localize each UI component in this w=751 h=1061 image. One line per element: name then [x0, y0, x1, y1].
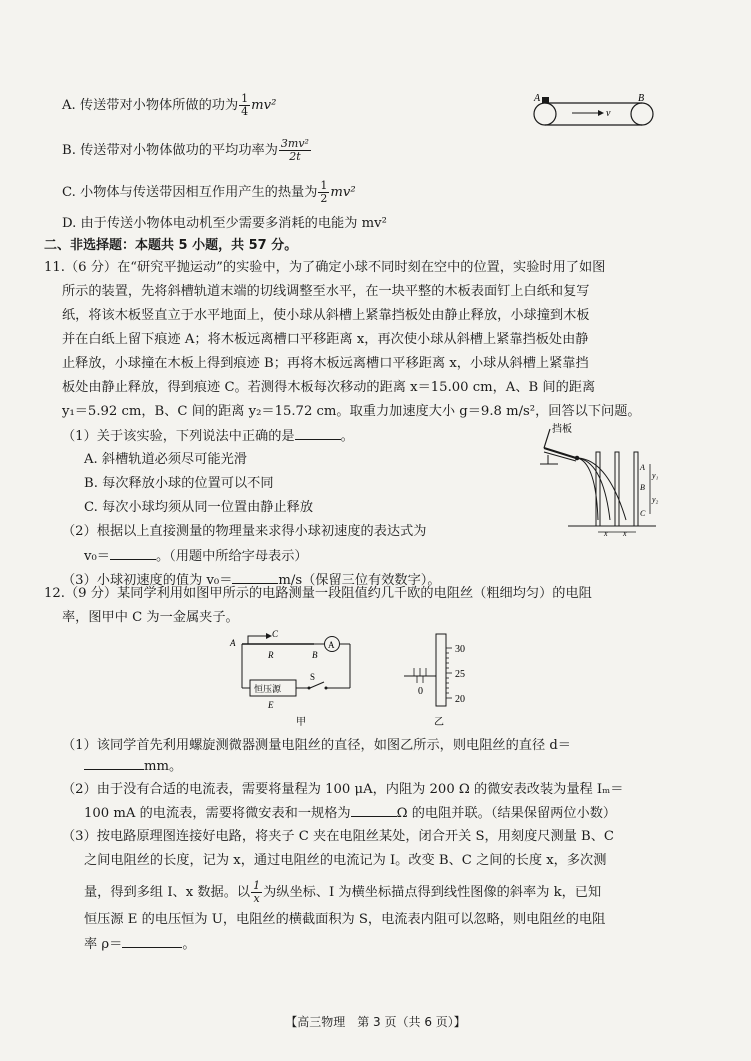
fig-label-a: A — [640, 463, 645, 472]
fig-label-c: C — [640, 509, 646, 518]
q11-line: 11.（6 分）在“研究平抛运动”的实验中，为了确定小球不同时刻在空中的位置，实验时用了如图 — [44, 260, 606, 275]
q11-line: 纸，将该木板竖直立于水平地面上，使小球从斜槽上紧靠挡板处由静止释放，小球撞到木板 — [62, 308, 590, 323]
fig-caption-jia: 甲 — [296, 717, 306, 728]
q11-line: 所示的装置，先将斜槽轨道末端的切线调整至水平，在一块平整的木板表面钉上白纸和复写 — [62, 284, 590, 299]
fig-label-baffle: 挡板 — [552, 424, 572, 435]
fig-label-ammeter: A — [328, 640, 335, 650]
q12-sub2: （2）由于没有合适的电流表，需要将量程为 100 μA，内阻为 200 Ω 的微安表改装为量程 Iₘ＝ — [62, 782, 624, 797]
q10-option-b: B. 传送带对小物体做功的平均功率为 $\frac{\text{3mv²}}{2t}$ — [62, 137, 309, 163]
q11-line: y₁＝5.92 cm，B、C 间的距离 y₂＝15.72 cm。取重力加速度大小 g＝9.8 m/s²，回答以下问题。 — [62, 404, 641, 419]
thimble-icon — [436, 634, 446, 706]
q12-sub1: （1）该同学首先利用螺旋测微器测量电阻丝的直径，如图乙所示，则电阻丝的直径 d＝ — [62, 738, 571, 753]
answer-blank[interactable] — [351, 804, 397, 817]
answer-blank[interactable] — [295, 427, 341, 440]
block-icon — [542, 97, 549, 103]
q11-sub2: （2）根据以上直接测量的物理量来求得小球初速度的表达式为 — [62, 524, 427, 539]
fraction: $\frac{\text{3mv²}}{2t}$ — [280, 137, 309, 163]
fig-label-a: A — [534, 93, 541, 104]
q12-sub3: 恒压源 E 的电压恒为 U，电阻丝的横截面积为 S，电流表内阻可以忽略，则电阻丝的电阻 — [84, 912, 606, 927]
answer-blank[interactable] — [110, 547, 156, 560]
circuit-diagram — [226, 628, 366, 728]
q11-line: 板处由静止释放，得到痕迹 C。若测得木板每次移动的距离 x＝15.00 cm，A、B 间的距离 — [62, 380, 596, 395]
q11-option-a: A. 斜槽轨道必须尽可能光滑 — [84, 452, 247, 467]
fig-label-e: E — [268, 700, 274, 710]
q12-sub3: 量，得到多组 I、x 数据。以 $\frac{1}{x}$ 为纵坐标、I 为横坐标描点得到线性图像的斜率为 k，已知 — [84, 879, 602, 905]
q10-option-c: C. 小物体与传送带因相互作用产生的热量为 $\frac{1}{2}$ mv² — [62, 179, 356, 205]
fig-label-x: x — [604, 529, 608, 538]
q12-sub1-answer: mm。 — [84, 757, 182, 776]
q11-sub3: （3）小球初速度的值为 v₀＝ m/s（保留三位有效数字）。 — [62, 573, 441, 588]
answer-blank[interactable] — [122, 935, 182, 948]
q11-sub1: （1）关于该实验，下列说法中正确的是 。 — [62, 429, 354, 444]
fig-tick-30: 30 — [455, 644, 465, 655]
fraction: $\frac{1}{x}$ — [253, 879, 261, 905]
q12-sub3: （3）按电路原理图连接好电路，将夹子 C 夹在电阻丝某处，闭合开关 S，用刻度尺测量 B、C — [62, 829, 614, 844]
fig-tick-20: 20 — [455, 694, 465, 705]
fraction: $\frac{1}{4}$ — [241, 92, 249, 118]
q12-line: 率，图甲中 C 为一金属夹子。 — [62, 610, 239, 625]
fig-label-x: x — [623, 529, 627, 538]
q12-sub3-answer: 率 ρ＝ 。 — [84, 937, 196, 952]
q11-option-b: B. 每次释放小球的位置可以不同 — [84, 476, 274, 491]
fig-label-b: B — [638, 93, 645, 104]
fig-caption-yi: 乙 — [434, 717, 444, 728]
conveyor-figure — [532, 92, 656, 132]
q10-option-d: D. 由于传送小物体电动机至少需要多消耗的电能为 mv² — [62, 216, 387, 231]
fraction: $\frac{1}{2}$ — [320, 179, 328, 205]
fig-label-r: R — [268, 650, 274, 660]
fig-label-b: B — [640, 483, 645, 492]
fig-label-v: v — [606, 108, 611, 119]
switch-icon — [310, 682, 324, 688]
fig-label-s: S — [310, 672, 316, 682]
fig-label-c: C — [272, 629, 279, 639]
fig-label-source: 恒压源 — [254, 684, 282, 694]
q10-option-a: A. 传送带对小物体所做的功为 $\frac{1}{4}$ mv² — [62, 92, 277, 118]
q11-sub2-answer: v₀＝ 。（用题中所给字母表示） — [84, 549, 308, 564]
q11-option-c: C. 每次小球均须从同一位置由静止释放 — [84, 500, 314, 515]
answer-blank[interactable] — [232, 571, 278, 584]
fig-label-y1: y₁ — [652, 471, 659, 480]
page-footer: 【高三物理 第 3 页（共 6 页）】 — [285, 1015, 466, 1029]
fig-label-y2: y₂ — [652, 495, 659, 504]
micrometer-figure — [400, 628, 490, 728]
answer-blank[interactable] — [84, 757, 144, 770]
q11-line: 止释放，小球撞在木板上得到痕迹 B；再将木板远离槽口平移距离 x，小球从斜槽上紧靠挡 — [62, 356, 589, 371]
q12-sub2-answer: 100 mA 的电流表，需要将微安表和一规格为 Ω 的电阻并联。（结果保留两位小数） — [84, 806, 617, 821]
q11-line: 并在白纸上留下痕迹 A；将木板远离槽口平移距离 x，再次使小球从斜槽上紧靠挡板处由静 — [62, 332, 589, 347]
q12-sub3: 之间电阻丝的长度，记为 x，通过电阻丝的电流记为 I。改变 B、C 之间的长度 x，多次测 — [84, 853, 607, 868]
fig-label-a: A — [230, 638, 236, 648]
q12-line: 12.（9 分）某同学利用如图甲所示的电路测量一段阻值约几千欧的电阻丝（粗细均匀）的电阻 — [44, 586, 592, 601]
section-header: 二、非选择题：本题共 5 小题，共 57 分。 — [44, 238, 298, 253]
fig-label-b: B — [312, 650, 318, 660]
projectile-apparatus-figure — [538, 420, 668, 538]
fig-tick-0: 0 — [418, 686, 423, 697]
fig-tick-25: 25 — [455, 669, 465, 680]
